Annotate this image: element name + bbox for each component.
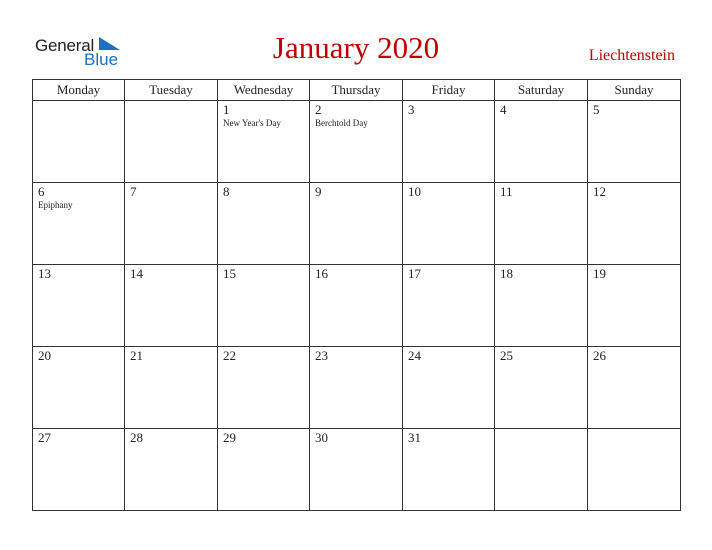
day-number: 24 <box>408 348 421 363</box>
day-number: 27 <box>38 430 51 445</box>
day-cell <box>403 101 495 183</box>
day-number: 12 <box>593 184 606 199</box>
day-number: 31 <box>408 430 421 445</box>
weekday-header: Sunday <box>588 80 681 101</box>
holiday-label: Epiphany <box>38 200 73 210</box>
logo-word-general: General <box>35 36 95 55</box>
day-number: 23 <box>315 348 328 363</box>
day-cell <box>495 347 588 429</box>
day-number: 30 <box>315 430 328 445</box>
day-cell <box>125 265 218 347</box>
day-cell <box>495 429 588 511</box>
day-number: 4 <box>500 102 507 117</box>
day-cell <box>218 183 310 265</box>
day-cell <box>495 183 588 265</box>
weekday-header: Wednesday <box>218 80 310 101</box>
day-cell <box>588 429 681 511</box>
day-cell <box>403 347 495 429</box>
day-number: 13 <box>38 266 51 281</box>
day-number: 20 <box>38 348 51 363</box>
day-cell <box>403 429 495 511</box>
weekday-header-row <box>33 80 681 101</box>
day-number: 2 <box>315 102 322 117</box>
day-cell <box>310 101 403 183</box>
holiday-label: New Year's Day <box>223 118 281 128</box>
day-number: 1 <box>223 102 230 117</box>
holiday-label: Berchtold Day <box>315 118 368 128</box>
day-cell <box>218 347 310 429</box>
day-number: 14 <box>130 266 143 281</box>
weekday-header: Tuesday <box>125 80 218 101</box>
logo-word-blue: Blue <box>84 50 119 69</box>
day-number: 3 <box>408 102 415 117</box>
day-number: 25 <box>500 348 513 363</box>
week-row <box>33 101 681 183</box>
day-number: 7 <box>130 184 137 199</box>
weekday-header: Thursday <box>310 80 403 101</box>
day-cell <box>495 265 588 347</box>
day-number: 5 <box>593 102 600 117</box>
day-cell <box>33 347 125 429</box>
day-cell <box>218 265 310 347</box>
day-number: 8 <box>223 184 230 199</box>
day-cell <box>33 429 125 511</box>
day-cell <box>310 265 403 347</box>
day-number: 11 <box>500 184 513 199</box>
day-cell <box>125 347 218 429</box>
weekday-header: Friday <box>403 80 495 101</box>
day-number: 18 <box>500 266 513 281</box>
day-number: 28 <box>130 430 143 445</box>
day-cell <box>218 429 310 511</box>
day-cell <box>588 183 681 265</box>
day-cell <box>588 265 681 347</box>
weekday-header: Saturday <box>495 80 588 101</box>
day-number: 22 <box>223 348 236 363</box>
week-row <box>33 429 681 511</box>
day-cell <box>588 101 681 183</box>
day-cell <box>33 183 125 265</box>
weekday-header: Monday <box>33 80 125 101</box>
day-number: 26 <box>593 348 606 363</box>
day-number: 9 <box>315 184 322 199</box>
day-number: 21 <box>130 348 143 363</box>
day-cell <box>310 183 403 265</box>
calendar-grid <box>32 79 681 511</box>
day-cell <box>125 101 218 183</box>
day-cell <box>33 101 125 183</box>
day-number: 10 <box>408 184 421 199</box>
day-number: 6 <box>38 184 45 199</box>
week-row <box>33 347 681 429</box>
day-number: 19 <box>593 266 606 281</box>
day-cell <box>218 101 310 183</box>
day-number: 17 <box>408 266 421 281</box>
day-cell <box>495 101 588 183</box>
day-cell <box>125 429 218 511</box>
day-cell <box>403 265 495 347</box>
week-row <box>33 183 681 265</box>
day-cell <box>310 347 403 429</box>
day-number: 16 <box>315 266 328 281</box>
calendar-title: January 2020 <box>272 30 440 65</box>
week-row <box>33 265 681 347</box>
day-number: 29 <box>223 430 236 445</box>
day-cell <box>33 265 125 347</box>
day-cell <box>310 429 403 511</box>
day-number: 15 <box>223 266 236 281</box>
day-cell <box>588 347 681 429</box>
day-cell <box>403 183 495 265</box>
day-cell <box>125 183 218 265</box>
country-label: Liechtenstein <box>588 47 675 64</box>
